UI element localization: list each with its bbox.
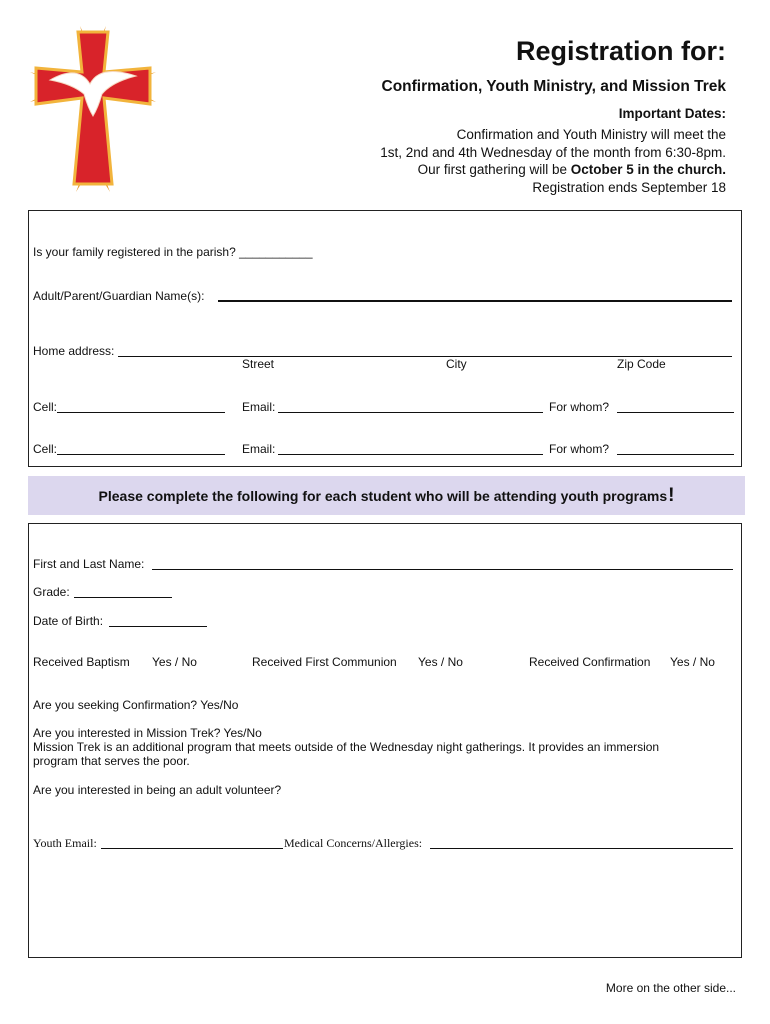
guardian-name-field[interactable] bbox=[218, 290, 732, 302]
youth-email-field[interactable] bbox=[101, 838, 283, 849]
dates-line-2: 1st, 2nd and 4th Wednesday of the month from 6:30-8pm. bbox=[380, 144, 726, 160]
important-dates bbox=[380, 126, 726, 196]
medical-concerns-label: Medical Concerns/Allergies: bbox=[284, 836, 423, 850]
home-address-label: Home address: bbox=[33, 344, 115, 358]
first-communion-label: Received First Communion bbox=[252, 655, 397, 669]
baptism-label: Received Baptism bbox=[33, 655, 130, 669]
cross-dove-logo bbox=[28, 24, 158, 194]
for-whom-field-1[interactable] bbox=[617, 402, 734, 413]
home-address-field[interactable] bbox=[118, 346, 732, 357]
student-section-banner bbox=[28, 476, 745, 515]
for-whom-field-2[interactable] bbox=[617, 444, 734, 455]
guardian-name-label: Adult/Parent/Guardian Name(s): bbox=[33, 289, 205, 303]
email-label-1: Email: bbox=[242, 400, 276, 414]
banner-exclamation: ! bbox=[668, 484, 675, 506]
banner-text: Please complete the following for each student who will be attending youth programs bbox=[98, 487, 668, 504]
dates-line-4: Registration ends September 18 bbox=[532, 179, 726, 195]
dates-line-1: Confirmation and Youth Ministry will meet the bbox=[456, 127, 726, 142]
cell-label-2: Cell: bbox=[33, 442, 58, 456]
grade-field[interactable] bbox=[74, 587, 172, 598]
zip-label: Zip Code bbox=[617, 357, 666, 371]
page-title: Registration for: bbox=[515, 36, 726, 66]
for-whom-label-1: For whom? bbox=[549, 400, 610, 414]
mission-trek-description-1: Mission Trek is an additional program that meets outside of the Wednesday night gatherings. It provides an immersion bbox=[33, 740, 660, 754]
dates-line-3: Our first gathering will be October 5 in the church. bbox=[417, 162, 726, 177]
cell-label-1: Cell: bbox=[33, 400, 58, 414]
dob-field[interactable] bbox=[109, 616, 207, 627]
youth-email-label: Youth Email: bbox=[33, 836, 97, 850]
mission-trek-description-2: program that serves the poor. bbox=[33, 754, 190, 768]
confirmation-label: Received Confirmation bbox=[529, 655, 651, 669]
important-dates-label: Important Dates: bbox=[618, 106, 726, 121]
email-field-1[interactable] bbox=[278, 402, 543, 413]
confirmation-yes-no[interactable]: Yes / No bbox=[670, 655, 715, 669]
cell-field-1[interactable] bbox=[57, 402, 225, 413]
city-label: City bbox=[446, 357, 467, 371]
seeking-confirmation-question[interactable]: Are you seeking Confirmation? Yes/No bbox=[33, 698, 239, 712]
mission-trek-question[interactable]: Are you interested in Mission Trek? Yes/No bbox=[33, 726, 262, 740]
dob-label: Date of Birth: bbox=[33, 614, 104, 628]
footer-note: More on the other side... bbox=[605, 981, 736, 995]
student-name-label: First and Last Name: bbox=[33, 557, 145, 571]
student-name-field[interactable] bbox=[152, 559, 733, 570]
first-gathering-date: October 5 in the church. bbox=[570, 162, 726, 177]
volunteer-question[interactable]: Are you interested in being an adult volunteer? bbox=[33, 783, 282, 797]
parish-registered-question[interactable]: Is your family registered in the parish? ___________ bbox=[33, 245, 313, 259]
first-communion-yes-no[interactable]: Yes / No bbox=[418, 655, 463, 669]
medical-concerns-field[interactable] bbox=[430, 838, 733, 849]
cell-field-2[interactable] bbox=[57, 444, 225, 455]
street-label: Street bbox=[242, 357, 275, 371]
baptism-yes-no[interactable]: Yes / No bbox=[152, 655, 197, 669]
for-whom-label-2: For whom? bbox=[549, 442, 610, 456]
page-subtitle: Confirmation, Youth Ministry, and Mission Trek bbox=[381, 78, 726, 95]
email-field-2[interactable] bbox=[278, 444, 543, 455]
email-label-2: Email: bbox=[242, 442, 276, 456]
grade-label: Grade: bbox=[33, 585, 70, 599]
